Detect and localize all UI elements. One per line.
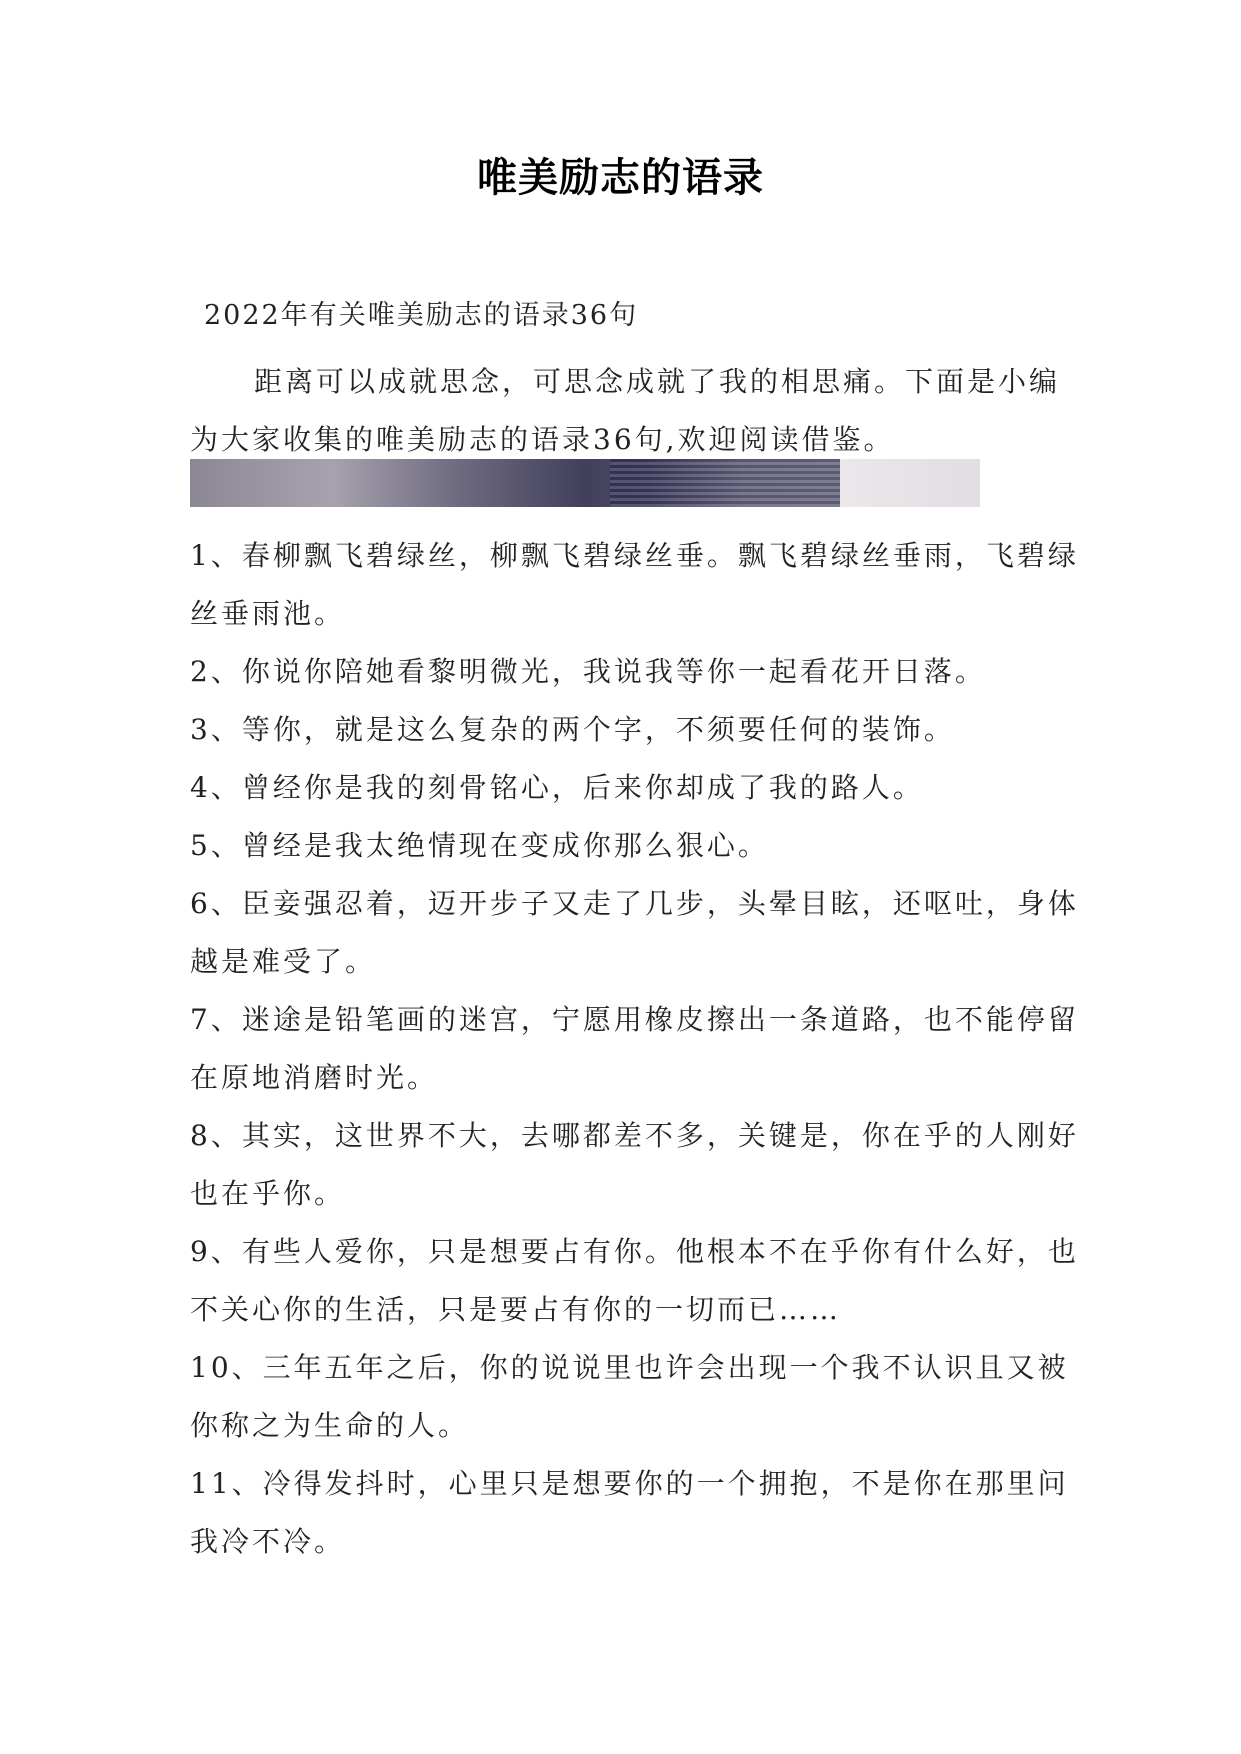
article-subtitle: 2022年有关唯美励志的语录36句 <box>204 300 639 331</box>
quote-item: 1、春柳飘飞碧绿丝，柳飘飞碧绿丝垂。飘飞碧绿丝垂雨，飞碧绿丝垂雨池。 <box>190 539 1079 630</box>
quote-item: 10、三年五年之后，你的说说里也许会出现一个我不认识且又被你称之为生命的人。 <box>190 1351 1069 1442</box>
quote-item: 6、臣妾强忍着，迈开步子又走了几步，头晕目眩，还呕吐，身体越是难受了。 <box>190 887 1079 978</box>
quote-item: 3、等你，就是这么复杂的两个字，不须要任何的装饰。 <box>190 713 955 746</box>
book-pages-graphic <box>610 459 840 507</box>
quote-item: 9、有些人爱你，只是想要占有你。他根本不在乎你有什么好，也不关心你的生活，只是要占有你的一切而已…… <box>190 1235 1079 1326</box>
quote-item: 11、冷得发抖时，心里只是想要你的一个拥抱，不是你在那里问我冷不冷。 <box>190 1467 1069 1558</box>
quote-item: 8、其实，这世界不大，去哪都差不多，关键是，你在乎的人刚好也在乎你。 <box>190 1119 1079 1210</box>
quote-item: 4、曾经你是我的刻骨铭心，后来你却成了我的路人。 <box>190 771 924 804</box>
page-title: 唯美励志的语录 <box>477 155 764 201</box>
quote-list <box>190 527 1090 1571</box>
quote-item: 2、你说你陪她看黎明微光，我说我等你一起看花开日落。 <box>190 655 986 688</box>
banner-image <box>190 459 980 507</box>
quote-item: 7、迷途是铅笔画的迷宫，宁愿用橡皮擦出一条道路，也不能停留在原地消磨时光。 <box>190 1003 1079 1094</box>
quote-item: 5、曾经是我太绝情现在变成你那么狠心。 <box>190 829 769 862</box>
intro-paragraph: 距离可以成就思念，可思念成就了我的相思痛。下面是小编为大家收集的唯美励志的语录36句,欢迎阅读借鉴。 <box>190 365 1061 456</box>
